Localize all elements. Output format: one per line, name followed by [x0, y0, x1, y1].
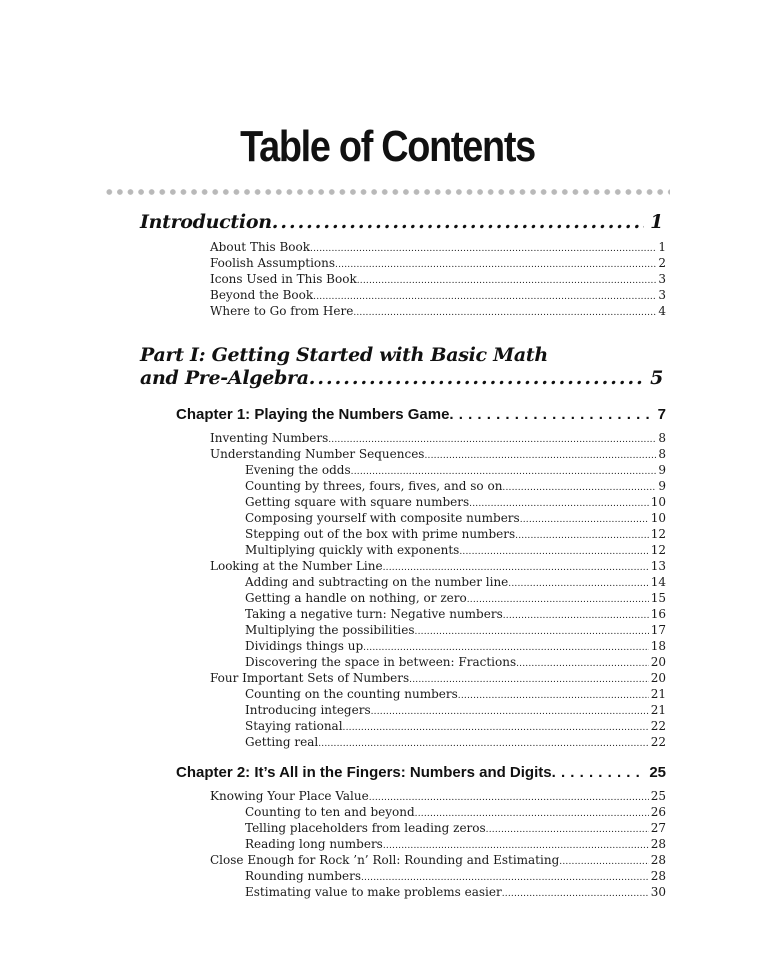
toc-entry[interactable]	[210, 288, 666, 302]
chapter-label: Chapter 2: It’s All in the Fingers: Numbers and Digits	[176, 764, 552, 781]
entry-label: Foolish Assumptions	[210, 256, 336, 270]
toc-subentry[interactable]	[245, 687, 666, 701]
entry-label: Dividings things up	[245, 639, 364, 653]
page-number: 18	[650, 639, 666, 653]
toc-subentry[interactable]	[245, 495, 666, 509]
entry-label: Composing yourself with composite numbers	[245, 511, 520, 525]
entry-label: Estimating value to make problems easier	[245, 885, 502, 899]
entry-label: Getting a handle on nothing, or zero	[245, 591, 467, 605]
toc-subentry[interactable]	[245, 869, 666, 883]
dot-leader	[383, 837, 649, 851]
dot-leader	[503, 607, 649, 621]
page-number: 8	[658, 431, 666, 445]
page-number: 21	[650, 703, 666, 717]
dot-leader	[309, 367, 644, 389]
part-label: Introduction	[140, 211, 272, 233]
toc-subentry[interactable]	[245, 735, 666, 749]
dotted-divider	[104, 188, 670, 196]
toc-part-1[interactable]	[140, 367, 663, 389]
page-number: 1	[658, 240, 666, 254]
toc-subentry[interactable]	[245, 639, 666, 653]
page-title: Table of Contents	[240, 122, 535, 171]
page-number: 28	[650, 853, 666, 867]
entry-label: Multiplying the possibilities	[245, 623, 415, 637]
entry-label: Multiplying quickly with exponents	[245, 543, 460, 557]
entry-label: Stepping out of the box with prime numbers	[245, 527, 516, 541]
page-number: 10	[650, 511, 666, 525]
dot-leader	[449, 406, 653, 423]
toc-entry[interactable]	[210, 447, 666, 461]
toc-subentry[interactable]	[245, 655, 666, 669]
dot-leader	[328, 431, 656, 445]
page-number: 25	[649, 764, 666, 781]
toc-subentry[interactable]	[245, 805, 666, 819]
entry-label: Knowing Your Place Value	[210, 789, 369, 803]
toc-entry[interactable]	[210, 671, 666, 685]
page-number: 13	[650, 559, 666, 573]
toc-part-introduction[interactable]	[140, 211, 663, 233]
toc-entry[interactable]	[210, 240, 666, 254]
entry-label: Understanding Number Sequences	[210, 447, 425, 461]
dot-leader	[409, 671, 649, 685]
entry-label: Counting to ten and beyond	[245, 805, 415, 819]
dot-leader	[363, 639, 649, 653]
dot-leader	[415, 805, 649, 819]
page-number: 14	[650, 575, 666, 589]
page-number: 17	[650, 623, 666, 637]
toc-entry[interactable]	[210, 272, 666, 286]
toc-subentry[interactable]	[245, 479, 666, 493]
dot-leader	[486, 821, 649, 835]
page-number: 9	[658, 479, 666, 493]
dot-leader	[383, 559, 649, 573]
entry-label: Rounding numbers	[245, 869, 361, 883]
dot-leader	[516, 655, 649, 669]
toc-subentry[interactable]	[245, 591, 666, 605]
page-number: 15	[650, 591, 666, 605]
entry-label: Inventing Numbers	[210, 431, 329, 445]
dot-leader	[424, 447, 656, 461]
dot-leader	[552, 764, 646, 781]
page-number: 22	[650, 735, 666, 749]
entry-label: Counting on the counting numbers	[245, 687, 458, 701]
dot-leader	[415, 623, 649, 637]
page-number: 16	[650, 607, 666, 621]
toc-subentry[interactable]	[245, 575, 666, 589]
page-number: 5	[650, 367, 663, 389]
page-number: 2	[658, 256, 666, 270]
toc-chapter-2[interactable]	[176, 764, 666, 781]
entry-label: Telling placeholders from leading zeros	[245, 821, 486, 835]
toc-chapter-1[interactable]	[176, 406, 666, 423]
part-title-line: Part I: Getting Started with Basic Math	[140, 344, 548, 366]
entry-label: Where to Go from Here	[210, 304, 354, 318]
toc-subentry[interactable]	[245, 885, 666, 899]
toc-subentry[interactable]	[245, 527, 666, 541]
page-number: 3	[658, 288, 666, 302]
entry-label: Looking at the Number Line	[210, 559, 383, 573]
dot-leader	[343, 719, 649, 733]
page-number: 3	[658, 272, 666, 286]
dot-leader	[467, 591, 649, 605]
dot-leader	[515, 527, 649, 541]
dot-leader	[310, 240, 656, 254]
entry-label: Adding and subtracting on the number line	[245, 575, 509, 589]
toc-subentry[interactable]	[245, 623, 666, 637]
toc-subentry[interactable]	[245, 511, 666, 525]
page-number: 28	[650, 869, 666, 883]
entry-label: Close Enough for Rock ’n’ Roll: Rounding and Estimating	[210, 853, 560, 867]
entry-label: Getting square with square numbers	[245, 495, 470, 509]
page-number: 1	[650, 211, 663, 233]
dot-leader	[502, 479, 656, 493]
page-number: 4	[658, 304, 666, 318]
toc-entry[interactable]	[210, 789, 666, 803]
entry-label: Icons Used in This Book	[210, 272, 357, 286]
dot-leader	[353, 304, 656, 318]
dot-leader	[371, 703, 649, 717]
dot-leader	[559, 853, 648, 867]
toc-subentry[interactable]	[245, 543, 666, 557]
page-number: 27	[650, 821, 666, 835]
toc-entry[interactable]	[210, 304, 666, 318]
dot-leader	[458, 687, 649, 701]
dot-leader	[357, 272, 657, 286]
toc-entry[interactable]	[210, 559, 666, 573]
page-number: 26	[650, 805, 666, 819]
dot-leader	[318, 735, 648, 749]
page-number: 8	[658, 447, 666, 461]
toc-subentry[interactable]	[245, 837, 666, 851]
page-number: 28	[650, 837, 666, 851]
page-number: 21	[650, 687, 666, 701]
dot-leader	[469, 495, 649, 509]
dot-leader	[361, 869, 649, 883]
dot-leader	[313, 288, 656, 302]
entry-label: Taking a negative turn: Negative numbers	[245, 607, 503, 621]
toc-entry[interactable]	[210, 853, 666, 867]
page-number: 12	[650, 527, 666, 541]
entry-label: Staying rational	[245, 719, 343, 733]
entry-label: Discovering the space in between: Fractions	[245, 655, 517, 669]
toc-entry[interactable]	[210, 256, 666, 270]
toc-subentry[interactable]	[245, 463, 666, 477]
entry-label: Getting real	[245, 735, 319, 749]
entry-label: Reading long numbers	[245, 837, 383, 851]
entry-label: Beyond the Book	[210, 288, 314, 302]
chapter-label: Chapter 1: Playing the Numbers Game	[176, 406, 450, 423]
page-number: 7	[657, 406, 666, 423]
page-number: 20	[650, 671, 666, 685]
entry-label: Evening the odds	[245, 463, 351, 477]
dot-leader	[520, 511, 649, 525]
dot-leader	[508, 575, 648, 589]
toc-subentry[interactable]	[245, 607, 666, 621]
dot-leader	[351, 463, 657, 477]
entry-label: About This Book	[210, 240, 311, 254]
page-number: 30	[650, 885, 666, 899]
page-number: 12	[650, 543, 666, 557]
entry-label: Introducing integers	[245, 703, 371, 717]
part-label: and Pre-Algebra	[140, 367, 309, 389]
dot-leader	[272, 211, 644, 233]
dot-leader	[335, 256, 656, 270]
entry-label: Counting by threes, fours, fives, and so on	[245, 479, 503, 493]
toc-subentry[interactable]	[245, 719, 666, 733]
dot-leader	[502, 885, 649, 899]
page-number: 9	[658, 463, 666, 477]
toc-subentry[interactable]	[245, 703, 666, 717]
page-number: 25	[650, 789, 666, 803]
dot-leader	[369, 789, 649, 803]
page-number: 20	[650, 655, 666, 669]
entry-label: Four Important Sets of Numbers	[210, 671, 410, 685]
page-number: 10	[650, 495, 666, 509]
toc-entry[interactable]	[210, 431, 666, 445]
page-number: 22	[650, 719, 666, 733]
toc-subentry[interactable]	[245, 821, 666, 835]
dot-leader	[459, 543, 648, 557]
